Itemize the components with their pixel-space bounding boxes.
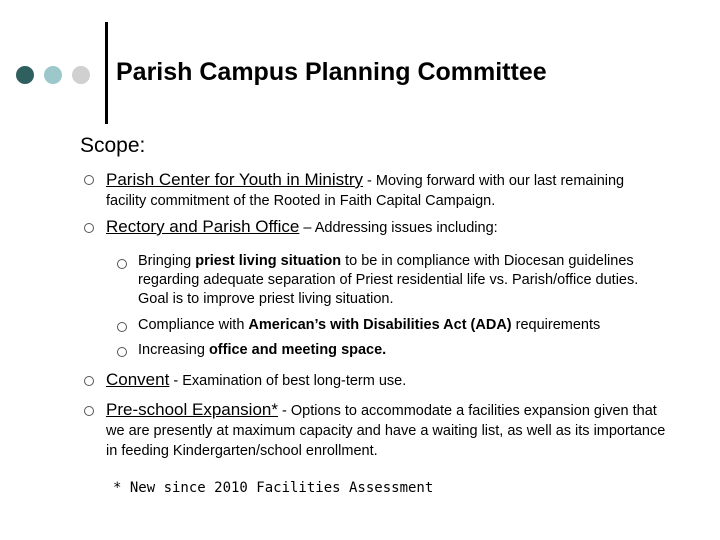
bullet-icon [84,175,94,185]
subitem-ada [138,316,698,335]
item-separator: – [299,220,315,236]
item-heading: Parish Center for Youth in Ministry [106,170,364,189]
item-heading: Rectory and Parish Office [106,217,300,236]
subitem-priest-living [138,252,658,309]
item-separator: - [169,373,183,389]
bullet-icon [84,376,94,386]
scope-item-youth-ministry [106,170,666,211]
subitem-text-bold: office and meeting space. [208,342,387,358]
bullet-icon [117,347,127,357]
bullet-icon [117,259,127,269]
item-heading: Convent [106,370,170,389]
scope-item-preschool [106,400,666,461]
bullet-icon [84,223,94,233]
slide-title: Parish Campus Planning Committee [116,58,547,86]
scope-item-rectory [106,217,666,238]
title-divider [105,22,108,124]
item-separator: - [277,403,291,419]
subitem-text-pre: Increasing [138,342,209,358]
decorative-dot-gray [72,66,90,84]
scope-heading: Scope: [80,134,146,157]
subitem-text-pre: Compliance with [138,317,249,333]
item-separator: - [363,173,376,189]
scope-item-convent [106,370,666,391]
decorative-dot-light [44,66,62,84]
item-text: Examination of best long-term use. [182,373,407,389]
subitem-text-bold: priest living situation [195,253,342,269]
item-text: Options to accommodate a facilities expansion given that we are presently at maximum capacity and have a waiting list, as well as its importance in feeding Kindergarten/school enrollment. [106,403,666,459]
item-heading: Pre-school Expansion* [106,400,278,419]
bullet-icon [117,322,127,332]
subitem-office-space [138,341,658,360]
decorative-dot-dark [16,66,34,84]
bullet-icon [84,406,94,416]
item-text: Moving forward with our last remaining facility commitment of the Rooted in Faith Capital Campaign. [106,173,625,209]
subitem-text-post: to be in compliance with Diocesan guidelines regarding adequate separation of Priest residential life vs. Parish/office duties. Goal is to improve priest living situation. [138,253,639,307]
footnote: * New since 2010 Facilities Assessment [113,480,434,496]
item-text: Addressing issues including: [314,220,498,236]
subitem-text-bold: American’s with Disabilities Act (ADA) [248,317,512,333]
subitem-text-pre: Bringing [138,253,196,269]
subitem-text-post: requirements [511,317,601,333]
